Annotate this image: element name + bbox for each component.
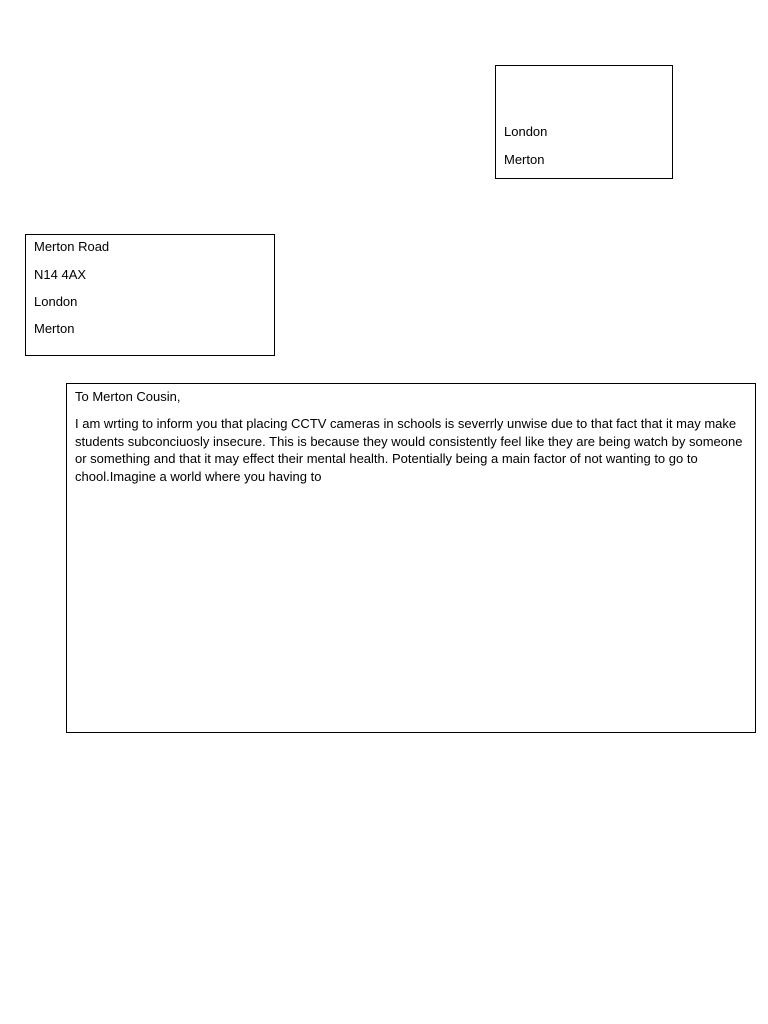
sender-address-line: London xyxy=(504,124,548,139)
recipient-address-line: London xyxy=(34,294,78,309)
letter-text-box[interactable] xyxy=(66,383,756,733)
letter-salutation: To Merton Cousin, xyxy=(75,389,181,404)
recipient-address-line: N14 4AX xyxy=(34,267,87,282)
recipient-address-box xyxy=(25,234,275,356)
recipient-address-line: Merton xyxy=(34,321,75,336)
sender-address-line: Merton xyxy=(504,152,545,167)
sender-address-box xyxy=(495,65,673,179)
letter-body: I am wrting to inform you that placing CCTV cameras in schools is severrly unwise due to that fact that it may make students subconciuosly insecure. This is because they would consistently feel like they are being watch by someone or something and that it may effect their mental health. Potentially being a main factor of not wanting to go to chool.Imagine a world where you having to xyxy=(75,416,743,485)
recipient-address-line: Merton Road xyxy=(34,239,110,254)
